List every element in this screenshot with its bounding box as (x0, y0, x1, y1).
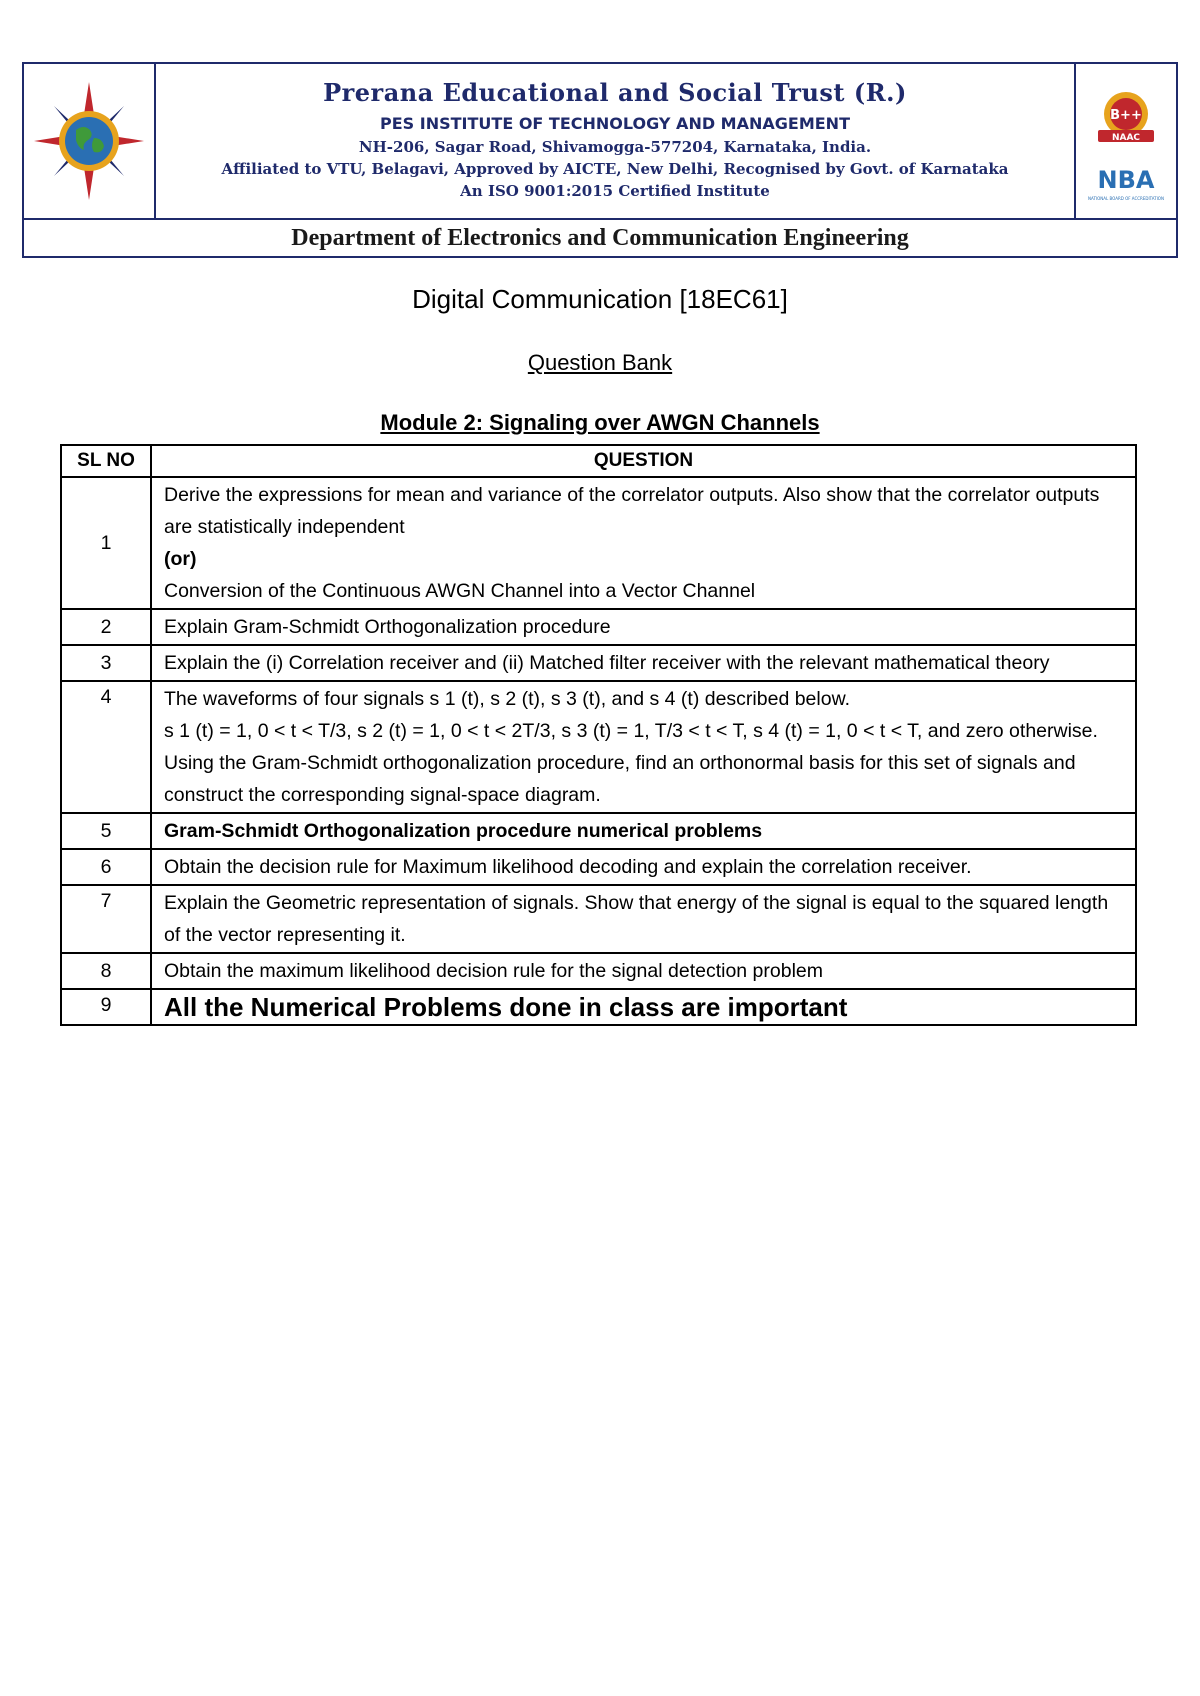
course-title: Digital Communication [18EC61] (412, 284, 788, 314)
column-header-question: QUESTION (151, 445, 1136, 477)
nba-logo-icon (1076, 160, 1176, 210)
naac-label-text: NAAC (1111, 133, 1141, 143)
iso-certification: An ISO 9001:2015 Certified Institute (460, 182, 770, 200)
module-title: Module 2: Signaling over AWGN Channels (380, 410, 820, 435)
sl-no-cell: 8 (61, 953, 151, 989)
table-row (61, 885, 1136, 953)
sl-no-cell: 3 (61, 645, 151, 681)
nba-logo-text: NBA (1097, 166, 1155, 194)
naac-badge-icon (1076, 84, 1176, 164)
table-row (61, 609, 1136, 645)
question-text-signals: s 1 (t) = 1, 0 < t < T/3, s 2 (t) = 1, 0 < t < 2T/3, s 3 (t) = 1, T/3 < t < T, s 4 (t) = 1, 0 < t < T, and zero otherwise. Using the Gram-Schmidt orthogonalization procedure, find an orthonormal basis for this set of signals and construct the corresponding signal-space diagram. (164, 720, 1098, 806)
question-cell: All the Numerical Problems done in class are important (151, 989, 1136, 1025)
institute-title-block (156, 64, 1074, 218)
question-cell (151, 477, 1136, 609)
department-name: Department of Electronics and Communication Engineering (291, 225, 909, 251)
institute-affiliation: Affiliated to VTU, Belagavi, Approved by AICTE, New Delhi, Recognised by Govt. of Karnataka (221, 160, 1009, 178)
question-text: Derive the expressions for mean and variance of the correlator outputs. Also show that the correlator outputs are statistically independent (164, 484, 1100, 538)
trust-name: Prerana Educational and Social Trust (R.) (323, 78, 907, 107)
letterhead (22, 62, 1178, 258)
sl-no-cell: 4 (61, 681, 151, 813)
question-text-alternative: Conversion of the Continuous AWGN Channel into a Vector Channel (164, 580, 756, 602)
table-row (61, 953, 1136, 989)
sl-no-cell: 6 (61, 849, 151, 885)
column-header-sl-no: SL NO (61, 445, 151, 477)
accreditation-badges-cell (1074, 64, 1176, 218)
sl-no-cell: 1 (61, 477, 151, 609)
table-row (61, 477, 1136, 609)
question-cell (151, 681, 1136, 813)
table-row (61, 849, 1136, 885)
letterhead-top-row (24, 64, 1176, 220)
question-cell: Explain the Geometric representation of signals. Show that energy of the signal is equal to the squared length of the vector representing it. (151, 885, 1136, 953)
table-header-row (61, 445, 1136, 477)
sl-no-cell: 7 (61, 885, 151, 953)
question-or-separator: (or) (164, 548, 197, 570)
question-cell: Obtain the decision rule for Maximum likelihood decoding and explain the correlation receiver. (151, 849, 1136, 885)
question-cell: Explain Gram-Schmidt Orthogonalization procedure (151, 609, 1136, 645)
nba-caption-text: NATIONAL BOARD OF ACCREDITATION (1088, 196, 1164, 201)
naac-grade-text: B++ (1110, 108, 1142, 123)
sl-no-cell: 5 (61, 813, 151, 849)
question-cell: Gram-Schmidt Orthogonalization procedure numerical problems (151, 813, 1136, 849)
question-text: The waveforms of four signals s 1 (t), s 2 (t), s 3 (t), and s 4 (t) described below. (164, 688, 851, 710)
table-row (61, 813, 1136, 849)
institute-logo-cell (24, 64, 156, 218)
question-bank-heading: Question Bank (527, 350, 673, 375)
institute-address: NH-206, Sagar Road, Shivamogga-577204, Karnataka, India. (358, 138, 872, 156)
question-table (60, 444, 1137, 1026)
question-cell: Explain the (i) Correlation receiver and (ii) Matched filter receiver with the relevant mathematical theory (151, 645, 1136, 681)
sl-no-cell: 2 (61, 609, 151, 645)
table-row (61, 681, 1136, 813)
institute-name: PES INSTITUTE OF TECHNOLOGY AND MANAGEMENT (380, 114, 850, 133)
table-row (61, 645, 1136, 681)
sl-no-cell: 9 (61, 989, 151, 1025)
compass-globe-logo-icon (24, 64, 154, 218)
question-cell: Obtain the maximum likelihood decision rule for the signal detection problem (151, 953, 1136, 989)
table-row (61, 989, 1136, 1025)
